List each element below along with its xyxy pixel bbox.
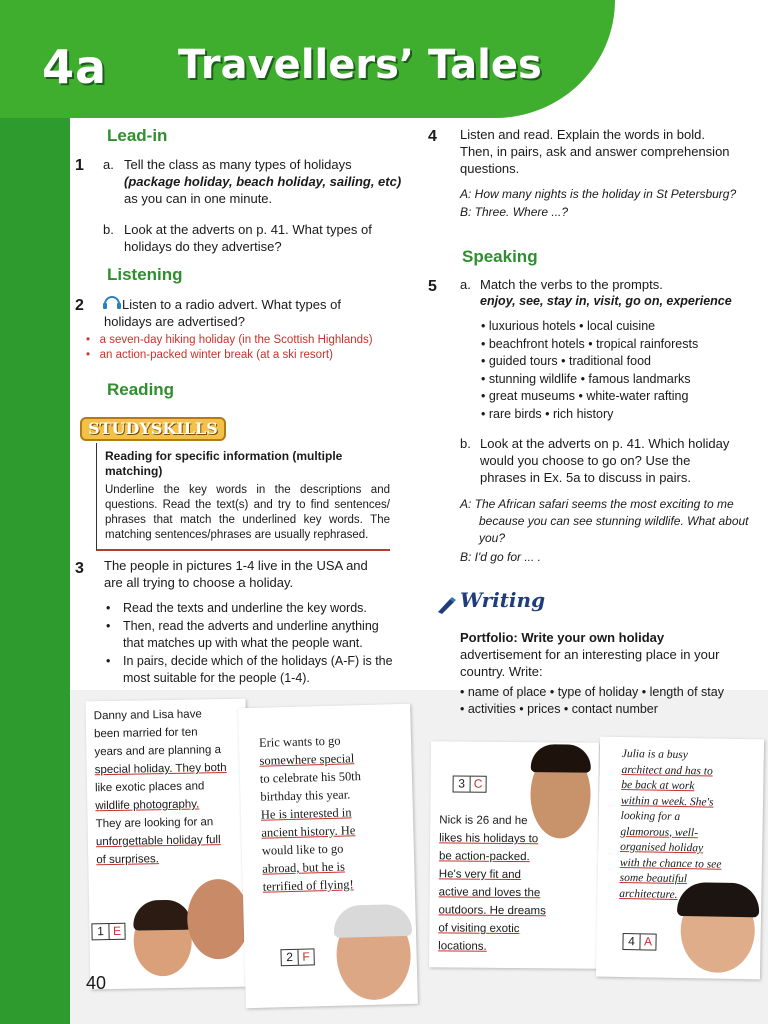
ex3-bullet: • In pairs, decide which of the holidays (A-F) is the most suitable for the people (1-4). [106,653,393,685]
ex4-dialog-b: B: Three. Where ...? [460,205,569,219]
ex2-line2: holidays are advertised? [104,314,245,329]
ex5-b-line1: Look at the adverts on p. 41. Which holiday [480,436,730,451]
ex5-b-line2: would you choose to go on? Use the [480,453,691,468]
person-card-2 [238,704,418,1008]
prompt-line: • luxurious hotels • local cuisine [481,319,656,333]
writing-line1: Portfolio: Write your own holiday [460,630,665,645]
woman-hair [133,900,192,931]
writing-items-1: • name of place • type of holiday • length of stay [460,685,724,699]
ex5-b-label: b. [460,436,471,451]
card-1-text: Danny and Lisa have been married for ten years and are planning a special holiday. They both like exotic places and wildlife photography. They are looking for an unforgettable holiday full of surprises. [93,708,227,867]
card-2-text: Eric wants to go somewhere special to celebrate his 50th birthday this year. He is interested in ancient history. He would like to go abroad, but he is terrified of flying! [258,733,362,894]
card-1-answer-label: 1 E [91,923,125,941]
study-skills-title: Reading for specific information (multiple matching) [105,449,343,478]
young-man-hair [531,744,591,773]
unit-header [0,0,615,118]
ex3-bullets [106,600,396,688]
card-4-text: Julia is a busy architect and has to be back at work within a week. She's looking for a glamorous, well- organised holiday with the chance to see some beautiful architecture. [619,747,722,901]
page-number: 40 [86,973,107,993]
ex1-a-label: a. [103,157,114,172]
prompt-line: • great museums • white-water rafting [481,389,689,403]
exercise-2-number: 2 [75,297,84,314]
ex5-dialog-b: B: I'd go for ... . [460,550,541,564]
speaking-heading: Speaking [462,247,538,266]
ex4-line1: Listen and read. Explain the words in bold. [460,127,705,142]
writing-logo: Writing [460,588,546,612]
woman-architect-hair [677,882,760,917]
card-3-answer-label: 3 C [453,775,487,792]
lead-in-heading: Lead-in [107,126,168,145]
ex5-dialog-a2: because you can see stunning wildlife. What about [479,514,749,528]
headphones-icon [102,292,122,310]
older-man-hair [333,904,412,938]
ex5-prompts [481,318,698,423]
ex4-dialog-a: A: How many nights is the holiday in St Petersburg? [460,187,737,201]
ex2-answer-2: • an action-packed winter break (at a ski resort) [86,349,333,361]
ex1-a-line3: as you can in one minute. [124,191,273,206]
ex4-line3: questions. [460,161,520,176]
ex1-b-line2: holidays do they advertise? [124,239,282,254]
person-card-4 [596,737,764,980]
ex1-b-label: b. [103,222,114,237]
prompt-line: • beachfront hotels • tropical rainforests [481,336,699,351]
unit-number: 4a [42,40,108,94]
study-skills-box [96,443,390,551]
ex2-answer-1: • a seven-day hiking holiday (in the Scottish Highlands) [86,334,373,346]
ex3-bullet: • Then, read the adverts and underline anything that matches up with what the people want. [106,618,379,650]
prompt-line: • rare birds • rich history [481,406,614,421]
ex5-dialog-a3: you? [479,531,506,545]
study-skills-badge: STUDYSKILLS [80,417,226,441]
card-3-text: Nick is 26 and he likes his holidays to be action-packed. He's very fit and active and loves the outdoors. He dreams of visiting exotic locations. [438,814,546,953]
ex1-a-line2: (package holiday, beach holiday, sailing, etc) [124,174,402,189]
card-2-answer-label: 2 F [280,948,314,966]
ex4-line2: Then, in pairs, ask and answer comprehension [460,144,730,159]
ex1-a-line1: Tell the class as many types of holidays [124,157,352,172]
person-card-1 [85,699,250,990]
ex5-a-verbs: enjoy, see, stay in, visit, go on, experience [480,294,732,308]
ex5-b-line3: phrases in Ex. 5a to discuss in pairs. [480,470,691,485]
man-photo [187,879,250,960]
person-card-3 [429,741,599,968]
ex3-bullet: • Read the texts and underline the key words. [106,601,367,615]
listening-heading: Listening [107,265,183,284]
exercise-5-number: 5 [428,278,437,295]
card-4-answer-label: 4 A [622,933,656,951]
page-left-band [0,0,70,1024]
ex2-line1: Listen to a radio advert. What types of [122,297,341,312]
writing-line3: country. Write: [460,664,543,679]
study-skills-body: Underline the key words in the descriptions and questions. Read the text(s) and try to find sentences/ phrases that match the underlined key words. The matching sentences/phrases are usually rephrased. [105,484,390,541]
ex5-a-label: a. [460,277,471,292]
ex5-a-line1: Match the verbs to the prompts. [480,277,663,292]
reading-heading: Reading [107,380,175,399]
exercise-4-number: 4 [428,128,437,145]
prompt-line: • stunning wildlife • famous landmarks [481,371,691,386]
exercise-3-number: 3 [75,560,84,577]
pen-icon [436,596,458,614]
writing-items-2: • activities • prices • contact number [460,702,658,716]
exercise-1-number: 1 [75,157,84,174]
prompt-line: • guided tours • traditional food [481,354,651,368]
writing-line2: advertisement for an interesting place in your [460,647,720,662]
ex3-line1: The people in pictures 1-4 live in the USA and [104,558,368,573]
unit-title: Travellers’ Tales [178,42,542,88]
ex3-line2: are all trying to choose a holiday. [104,575,294,590]
ex5-dialog-a1: A: The African safari seems the most exciting to me [460,497,734,511]
ex1-b-line1: Look at the adverts on p. 41. What types of [124,222,372,237]
